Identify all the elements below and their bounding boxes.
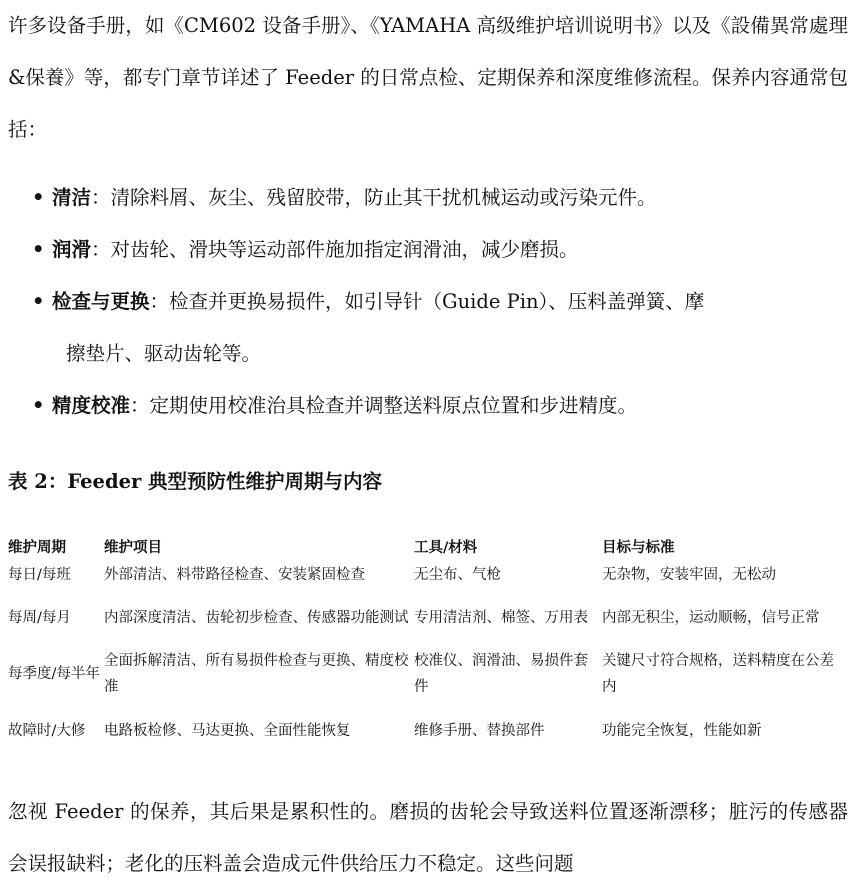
- table-cell: 校准仪、润滑油、易损件套件: [414, 653, 588, 695]
- maintenance-table: [6, 532, 846, 760]
- bullet-term: 清洁: [52, 186, 92, 209]
- bullet-term: 检查与更换: [52, 290, 150, 313]
- bullet-dot-icon: •: [32, 290, 45, 313]
- closing-paragraph: 忽视 Feeder 的保养，其后果是累积性的。磨损的齿轮会导致送料位置逐渐漂移；脏污的传感器会误报缺料；老化的压料盖会造成元件供给压力不稳定。这些问题: [8, 800, 848, 875]
- bullet-text: 对齿轮、滑块等运动部件施加指定润滑油，减少磨损。: [110, 238, 579, 261]
- column-header: 目标与标准: [602, 539, 675, 556]
- table-row: [6, 590, 846, 646]
- table-title: 表 2：Feeder 典型预防性维护周期与内容: [8, 470, 383, 493]
- column-header: 维护项目: [104, 539, 162, 556]
- bullet-separator: ：: [130, 394, 150, 417]
- table-cell: 无杂物，安装牢固，无松动: [602, 567, 776, 583]
- bullet-term: 润滑: [52, 238, 92, 261]
- intro-paragraph: 许多设备手册，如《CM602 设备手册》、《YAMAHA 高级维护培训说明书》以及《設備異常處理&保養》等，都专门章节详述了 Feeder 的日常点检、定期保养和深度维修流程。保养内容通常包括：: [8, 14, 848, 141]
- table-cell: 每周/每月: [8, 610, 71, 626]
- table-row: [6, 646, 846, 702]
- bullet-dot-icon: •: [32, 394, 45, 417]
- bullet-separator: ：: [91, 238, 111, 261]
- bullet-dot-icon: •: [32, 238, 45, 261]
- bullet-text: 清除料屑、灰尘、残留胶带，防止其干扰机械运动或污染元件。: [110, 186, 657, 209]
- table-row: [6, 702, 846, 760]
- list-item: [0, 380, 842, 432]
- bullet-separator: ：: [149, 290, 170, 313]
- column-header: 工具/材料: [414, 539, 478, 556]
- bullet-term: 精度校准: [52, 394, 131, 417]
- bullet-dot-icon: •: [32, 186, 45, 209]
- table-cell: 故障时/大修: [8, 723, 86, 739]
- table-cell: 全面拆解清洁、所有易损件检查与更换、精度校准: [104, 653, 409, 695]
- table-cell: 维修手册、替换部件: [414, 723, 545, 739]
- table-cell: 外部清洁、料带路径检查、安装紧固检查: [104, 567, 365, 583]
- list-item: [0, 172, 842, 224]
- table-cell: 每季度/每半年: [8, 666, 100, 682]
- maintenance-content-list: [0, 172, 853, 432]
- table-cell: 关键尺寸符合规格，送料精度在公差内: [602, 653, 834, 695]
- table-row: [6, 560, 846, 590]
- table-cell: 内部无积尘，运动顺畅，信号正常: [602, 610, 820, 626]
- list-item: [0, 224, 842, 276]
- bullet-text-continuation: 擦垫片、驱动齿轮等。: [66, 342, 262, 365]
- list-item: [0, 276, 842, 380]
- table-cell: 功能完全恢复，性能如新: [602, 723, 762, 739]
- table-cell: 无尘布、气枪: [414, 567, 501, 583]
- table-cell: 专用清洁剂、棉签、万用表: [414, 610, 588, 626]
- table-header-row: [6, 532, 846, 560]
- table-cell: 电路板检修、马达更换、全面性能恢复: [104, 723, 351, 739]
- column-header: 维护周期: [8, 539, 66, 556]
- table-cell: 每日/每班: [8, 567, 71, 583]
- table-cell: 内部深度清洁、齿轮初步检查、传感器功能测试: [104, 610, 409, 626]
- bullet-separator: ：: [91, 186, 111, 209]
- bullet-text: 检查并更换易损件，如引导针（Guide Pin）、压料盖弹簧、摩: [169, 290, 705, 313]
- bullet-text: 定期使用校准治具检查并调整送料原点位置和步进精度。: [149, 394, 638, 417]
